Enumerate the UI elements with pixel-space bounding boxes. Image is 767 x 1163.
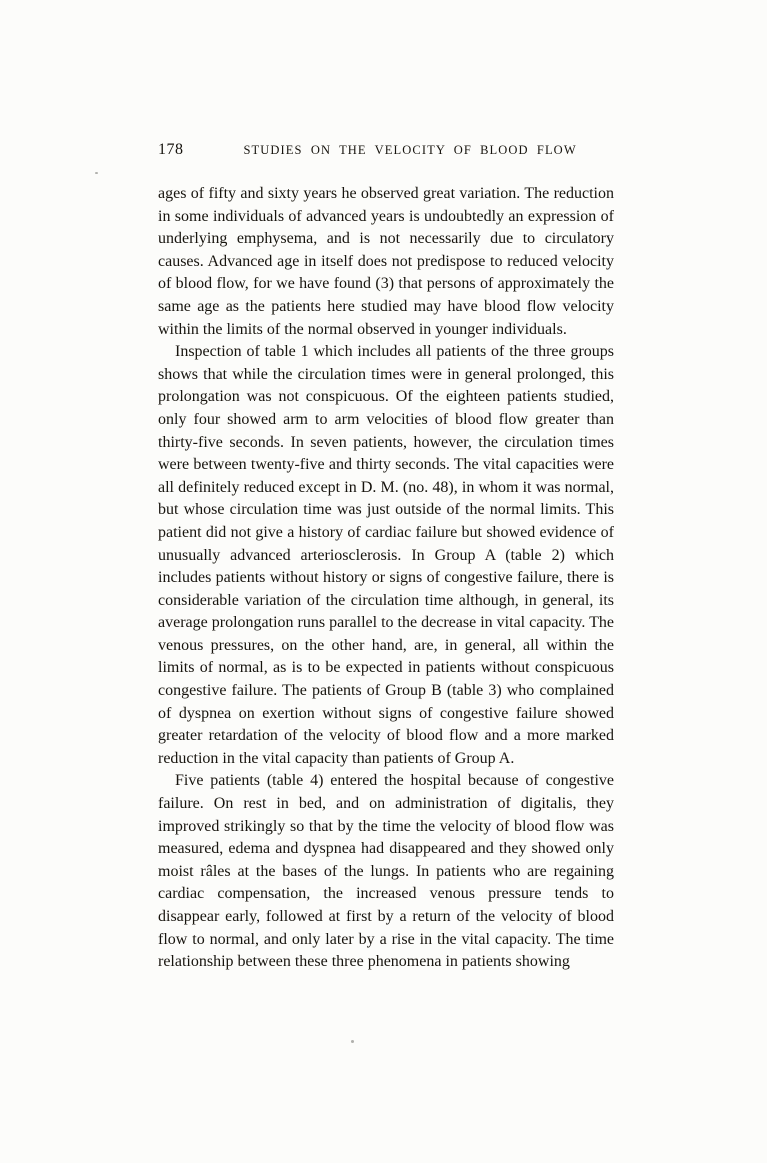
running-head: STUDIES ON THE VELOCITY OF BLOOD FLOW <box>243 143 577 157</box>
paragraph-continuation: ages of fifty and sixty years he observed great variation. The reduction in some individuals of advanced years is undoubtedly an expression of underlying emphysema, and is not necessarily due to circulatory causes. Advanced age in itself does not predispose to reduced velocity of blood flow, for we have found (3) that persons of approximately the same age as the patients here studied may have blood flow velocity within the limits of the normal observed in younger individuals. <box>158 185 614 338</box>
scan-artifact <box>351 1040 354 1043</box>
scan-artifact <box>95 172 98 174</box>
page-number: 178 <box>158 141 184 158</box>
page-body <box>158 183 614 974</box>
paragraph: Inspection of table 1 which includes all patients of the three groups shows that while the circulation times were in general prolonged, this prolongation was not conspicuous. Of the eighteen patients studied, only four showed arm to arm velocities of blood flow greater than thirty-five seconds. In seven patients, however, the circulation times were between twenty-five and thirty seconds. The vital capacities were all definitely reduced except in D. M. (no. 48), in whom it was normal, but whose circulation time was just outside of the normal limits. This patient did not give a history of cardiac failure but showed evidence of unusually advanced arteriosclerosis. In Group A (table 2) which includes patients without history or signs of congestive failure, there is considerable variation of the circulation time although, in general, its average prolongation runs parallel to the decrease in vital capacity. The venous pressures, on the other hand, are, in general, all within the limits of normal, as is to be expected in patients without conspicuous congestive failure. The patients of Group B (table 3) who complained of dyspnea on exertion without signs of congestive failure showed greater retardation of the velocity of blood flow and a more marked reduction in the vital capacity than patients of Group A. <box>158 343 614 767</box>
paragraph: Five patients (table 4) entered the hospital because of congestive failure. On rest in bed, and on administration of digitalis, they improved strikingly so that by the time the velocity of blood flow was measured, edema and dyspnea had disappeared and they showed only moist râles at the bases of the lungs. In patients who are regaining cardiac compensation, the increased venous pressure tends to disappear early, followed at first by a return of the velocity of blood flow to normal, and only later by a rise in the vital capacity. The time relationship between these three phenomena in patients showing <box>158 772 614 971</box>
page-header <box>158 141 614 159</box>
